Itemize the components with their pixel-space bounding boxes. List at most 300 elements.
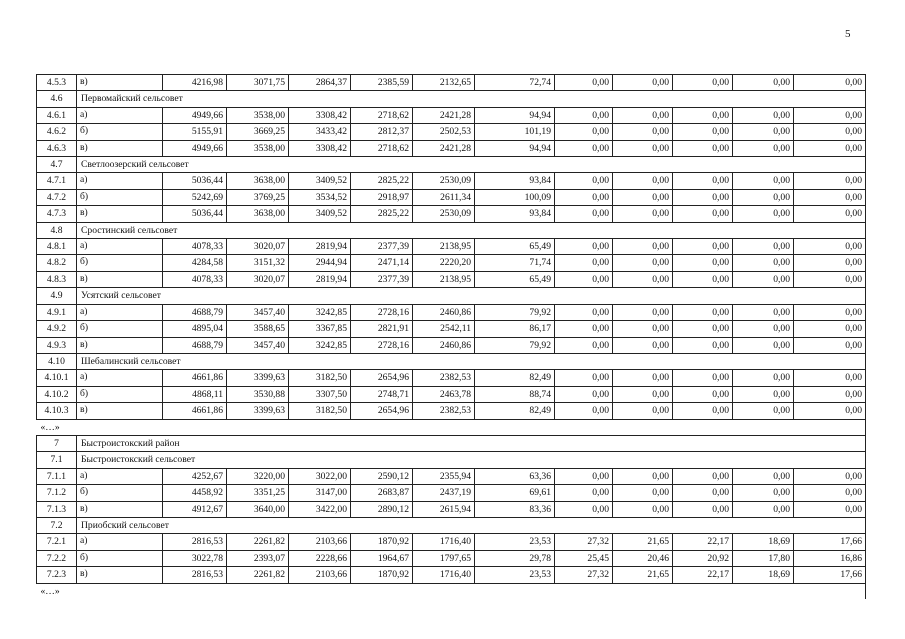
row-code: 4.8.1 xyxy=(37,239,77,255)
value-cell: 0,00 xyxy=(733,468,794,484)
value-cell: 4284,58 xyxy=(163,255,227,271)
value-cell: 0,00 xyxy=(794,337,866,353)
value-cell: 0,00 xyxy=(555,485,613,501)
row-type: в) xyxy=(77,271,163,287)
value-cell: 0,00 xyxy=(673,370,733,386)
value-cell: 0,00 xyxy=(733,124,794,140)
value-cell: 0,00 xyxy=(733,239,794,255)
value-cell: 2812,37 xyxy=(351,124,413,140)
row-type: а) xyxy=(77,468,163,484)
value-cell: 2825,22 xyxy=(351,173,413,189)
value-cell: 0,00 xyxy=(673,468,733,484)
value-cell: 3409,52 xyxy=(289,173,351,189)
value-cell: 3308,42 xyxy=(289,107,351,123)
value-cell: 82,49 xyxy=(475,403,555,419)
row-code: 7.1.2 xyxy=(37,485,77,501)
value-cell: 0,00 xyxy=(555,189,613,205)
value-cell: 0,00 xyxy=(673,75,733,91)
value-cell: 3220,00 xyxy=(227,468,289,484)
table-row xyxy=(37,567,866,583)
value-cell: 0,00 xyxy=(733,485,794,501)
value-cell: 25,45 xyxy=(555,550,613,566)
value-cell: 2530,09 xyxy=(413,206,475,222)
value-cell: 3182,50 xyxy=(289,370,351,386)
value-cell: 2385,59 xyxy=(351,75,413,91)
value-cell: 3242,85 xyxy=(289,304,351,320)
row-type: а) xyxy=(77,304,163,320)
value-cell: 0,00 xyxy=(794,189,866,205)
value-cell: 3020,07 xyxy=(227,271,289,287)
value-cell: 0,00 xyxy=(733,140,794,156)
table-row xyxy=(37,501,866,517)
value-cell: 3640,00 xyxy=(227,501,289,517)
omission-row xyxy=(37,419,866,435)
value-cell: 4895,04 xyxy=(163,321,227,337)
value-cell: 0,00 xyxy=(555,124,613,140)
value-cell: 2654,96 xyxy=(351,403,413,419)
value-cell: 3308,42 xyxy=(289,140,351,156)
value-cell: 3530,88 xyxy=(227,386,289,402)
value-cell: 0,00 xyxy=(794,124,866,140)
value-cell: 0,00 xyxy=(673,501,733,517)
value-cell: 22,17 xyxy=(673,534,733,550)
table-row xyxy=(37,173,866,189)
section-title: Первомайский сельсовет xyxy=(77,91,866,107)
row-code: 4.9.3 xyxy=(37,337,77,353)
value-cell: 2825,22 xyxy=(351,206,413,222)
section-code: 7.1 xyxy=(37,452,77,468)
section-title: Светлоозерский сельсовет xyxy=(77,157,866,173)
row-code: 4.6.1 xyxy=(37,107,77,123)
section-code: 4.7 xyxy=(37,157,77,173)
table-row xyxy=(37,321,866,337)
value-cell: 3409,52 xyxy=(289,206,351,222)
value-cell: 0,00 xyxy=(673,485,733,501)
value-cell: 2103,66 xyxy=(289,534,351,550)
value-cell: 3457,40 xyxy=(227,337,289,353)
section-code: 4.9 xyxy=(37,288,77,304)
value-cell: 4949,66 xyxy=(163,140,227,156)
value-cell: 83,36 xyxy=(475,501,555,517)
value-cell: 18,69 xyxy=(733,534,794,550)
value-cell: 0,00 xyxy=(673,403,733,419)
value-cell: 3769,25 xyxy=(227,189,289,205)
table-body xyxy=(37,75,866,600)
value-cell: 0,00 xyxy=(794,271,866,287)
value-cell: 0,00 xyxy=(794,140,866,156)
section-code: 4.6 xyxy=(37,91,77,107)
value-cell: 16,86 xyxy=(794,550,866,566)
section-heading-row xyxy=(37,435,866,451)
value-cell: 4458,92 xyxy=(163,485,227,501)
value-cell: 20,46 xyxy=(613,550,673,566)
table-row xyxy=(37,124,866,140)
value-cell: 3638,00 xyxy=(227,206,289,222)
value-cell: 0,00 xyxy=(613,304,673,320)
value-cell: 0,00 xyxy=(673,271,733,287)
value-cell: 3538,00 xyxy=(227,107,289,123)
value-cell: 2542,11 xyxy=(413,321,475,337)
value-cell: 3588,65 xyxy=(227,321,289,337)
value-cell: 2590,12 xyxy=(351,468,413,484)
value-cell: 82,49 xyxy=(475,370,555,386)
value-cell: 65,49 xyxy=(475,271,555,287)
value-cell: 4078,33 xyxy=(163,239,227,255)
row-type: б) xyxy=(77,485,163,501)
value-cell: 2460,86 xyxy=(413,304,475,320)
value-cell: 0,00 xyxy=(613,485,673,501)
row-code: 4.7.1 xyxy=(37,173,77,189)
value-cell: 21,65 xyxy=(613,567,673,583)
table-row xyxy=(37,271,866,287)
section-code: 7 xyxy=(37,435,77,451)
value-cell: 2718,62 xyxy=(351,107,413,123)
value-cell: 2377,39 xyxy=(351,239,413,255)
value-cell: 2819,94 xyxy=(289,239,351,255)
value-cell: 3307,50 xyxy=(289,386,351,402)
value-cell: 0,00 xyxy=(555,304,613,320)
value-cell: 0,00 xyxy=(673,321,733,337)
value-cell: 0,00 xyxy=(733,501,794,517)
table-row xyxy=(37,189,866,205)
value-cell: 0,00 xyxy=(673,173,733,189)
row-type: а) xyxy=(77,239,163,255)
row-code: 4.6.2 xyxy=(37,124,77,140)
value-cell: 0,00 xyxy=(555,386,613,402)
value-cell: 20,92 xyxy=(673,550,733,566)
value-cell: 2228,66 xyxy=(289,550,351,566)
value-cell: 2382,53 xyxy=(413,370,475,386)
value-cell: 2138,95 xyxy=(413,271,475,287)
value-cell: 0,00 xyxy=(673,124,733,140)
value-cell: 0,00 xyxy=(733,255,794,271)
value-cell: 69,61 xyxy=(475,485,555,501)
value-cell: 0,00 xyxy=(555,403,613,419)
omission-mark: «…» xyxy=(37,419,866,435)
value-cell: 2654,96 xyxy=(351,370,413,386)
value-cell: 2138,95 xyxy=(413,239,475,255)
value-cell: 2819,94 xyxy=(289,271,351,287)
value-cell: 0,00 xyxy=(613,386,673,402)
table-row xyxy=(37,206,866,222)
value-cell: 63,36 xyxy=(475,468,555,484)
table-row xyxy=(37,304,866,320)
value-cell: 0,00 xyxy=(794,173,866,189)
value-cell: 0,00 xyxy=(673,304,733,320)
value-cell: 65,49 xyxy=(475,239,555,255)
value-cell: 86,17 xyxy=(475,321,555,337)
value-cell: 2382,53 xyxy=(413,403,475,419)
value-cell: 2463,78 xyxy=(413,386,475,402)
value-cell: 5155,91 xyxy=(163,124,227,140)
value-cell: 94,94 xyxy=(475,140,555,156)
value-cell: 4661,86 xyxy=(163,370,227,386)
value-cell: 29,78 xyxy=(475,550,555,566)
row-type: б) xyxy=(77,386,163,402)
row-code: 4.6.3 xyxy=(37,140,77,156)
value-cell: 79,92 xyxy=(475,337,555,353)
value-cell: 1716,40 xyxy=(413,534,475,550)
value-cell: 3020,07 xyxy=(227,239,289,255)
value-cell: 3242,85 xyxy=(289,337,351,353)
value-cell: 100,09 xyxy=(475,189,555,205)
row-code: 7.2.1 xyxy=(37,534,77,550)
value-cell: 1964,67 xyxy=(351,550,413,566)
value-cell: 0,00 xyxy=(733,75,794,91)
value-cell: 0,00 xyxy=(673,386,733,402)
value-cell: 0,00 xyxy=(733,206,794,222)
value-cell: 0,00 xyxy=(673,140,733,156)
value-cell: 0,00 xyxy=(555,501,613,517)
table-row xyxy=(37,140,866,156)
section-heading-row xyxy=(37,517,866,533)
row-type: б) xyxy=(77,124,163,140)
value-cell: 0,00 xyxy=(794,255,866,271)
row-type: в) xyxy=(77,140,163,156)
table-row xyxy=(37,255,866,271)
value-cell: 17,66 xyxy=(794,534,866,550)
table-row xyxy=(37,75,866,91)
value-cell: 2393,07 xyxy=(227,550,289,566)
value-cell: 5036,44 xyxy=(163,206,227,222)
row-code: 7.1.1 xyxy=(37,468,77,484)
row-code: 7.2.2 xyxy=(37,550,77,566)
tariff-table xyxy=(36,74,866,599)
value-cell: 0,00 xyxy=(613,370,673,386)
section-title: Быстроистокский район xyxy=(77,435,866,451)
value-cell: 3367,85 xyxy=(289,321,351,337)
value-cell: 0,00 xyxy=(733,370,794,386)
value-cell: 0,00 xyxy=(673,255,733,271)
value-cell: 0,00 xyxy=(555,370,613,386)
value-cell: 17,80 xyxy=(733,550,794,566)
value-cell: 93,84 xyxy=(475,206,555,222)
value-cell: 0,00 xyxy=(555,206,613,222)
value-cell: 0,00 xyxy=(733,173,794,189)
value-cell: 3351,25 xyxy=(227,485,289,501)
value-cell: 4949,66 xyxy=(163,107,227,123)
row-type: б) xyxy=(77,255,163,271)
value-cell: 0,00 xyxy=(673,189,733,205)
row-code: 4.7.3 xyxy=(37,206,77,222)
row-code: 4.7.2 xyxy=(37,189,77,205)
value-cell: 93,84 xyxy=(475,173,555,189)
value-cell: 2611,34 xyxy=(413,189,475,205)
value-cell: 22,17 xyxy=(673,567,733,583)
value-cell: 4661,86 xyxy=(163,403,227,419)
value-cell: 5242,69 xyxy=(163,189,227,205)
value-cell: 0,00 xyxy=(555,173,613,189)
value-cell: 0,00 xyxy=(794,501,866,517)
value-cell: 0,00 xyxy=(613,255,673,271)
value-cell: 0,00 xyxy=(673,337,733,353)
row-type: б) xyxy=(77,321,163,337)
value-cell: 0,00 xyxy=(794,107,866,123)
value-cell: 4216,98 xyxy=(163,75,227,91)
value-cell: 27,32 xyxy=(555,567,613,583)
section-title: Сростинский сельсовет xyxy=(77,222,866,238)
omission-row xyxy=(37,583,866,599)
value-cell: 0,00 xyxy=(613,206,673,222)
value-cell: 3669,25 xyxy=(227,124,289,140)
value-cell: 0,00 xyxy=(733,337,794,353)
value-cell: 2821,91 xyxy=(351,321,413,337)
value-cell: 0,00 xyxy=(613,107,673,123)
value-cell: 2864,37 xyxy=(289,75,351,91)
value-cell: 0,00 xyxy=(794,206,866,222)
value-cell: 0,00 xyxy=(733,271,794,287)
value-cell: 2918,97 xyxy=(351,189,413,205)
value-cell: 2220,20 xyxy=(413,255,475,271)
section-heading-row xyxy=(37,91,866,107)
value-cell: 2728,16 xyxy=(351,304,413,320)
table-row xyxy=(37,107,866,123)
table-row xyxy=(37,386,866,402)
value-cell: 23,53 xyxy=(475,567,555,583)
section-title: Приобский сельсовет xyxy=(77,517,866,533)
value-cell: 0,00 xyxy=(794,370,866,386)
value-cell: 21,65 xyxy=(613,534,673,550)
row-code: 4.8.3 xyxy=(37,271,77,287)
value-cell: 18,69 xyxy=(733,567,794,583)
row-type: в) xyxy=(77,75,163,91)
value-cell: 2355,94 xyxy=(413,468,475,484)
value-cell: 4912,67 xyxy=(163,501,227,517)
value-cell: 71,74 xyxy=(475,255,555,271)
table-row xyxy=(37,370,866,386)
value-cell: 17,66 xyxy=(794,567,866,583)
table-row xyxy=(37,485,866,501)
value-cell: 2377,39 xyxy=(351,271,413,287)
value-cell: 2132,65 xyxy=(413,75,475,91)
value-cell: 0,00 xyxy=(733,321,794,337)
row-type: в) xyxy=(77,403,163,419)
row-type: в) xyxy=(77,567,163,583)
section-heading-row xyxy=(37,157,866,173)
row-type: а) xyxy=(77,370,163,386)
row-type: б) xyxy=(77,550,163,566)
value-cell: 2261,82 xyxy=(227,534,289,550)
value-cell: 0,00 xyxy=(673,206,733,222)
value-cell: 0,00 xyxy=(613,321,673,337)
section-title: Быстроистокский сельсовет xyxy=(77,452,866,468)
table-row xyxy=(37,468,866,484)
value-cell: 2890,12 xyxy=(351,501,413,517)
value-cell: 79,92 xyxy=(475,304,555,320)
value-cell: 0,00 xyxy=(613,75,673,91)
value-cell: 0,00 xyxy=(613,173,673,189)
table-row xyxy=(37,403,866,419)
row-code: 4.10.3 xyxy=(37,403,77,419)
value-cell: 0,00 xyxy=(794,386,866,402)
value-cell: 4688,79 xyxy=(163,337,227,353)
value-cell: 0,00 xyxy=(794,468,866,484)
row-code: 7.2.3 xyxy=(37,567,77,583)
value-cell: 3534,52 xyxy=(289,189,351,205)
row-type: а) xyxy=(77,173,163,189)
row-code: 4.9.2 xyxy=(37,321,77,337)
value-cell: 2748,71 xyxy=(351,386,413,402)
row-type: б) xyxy=(77,189,163,205)
value-cell: 0,00 xyxy=(794,304,866,320)
value-cell: 3433,42 xyxy=(289,124,351,140)
value-cell: 3638,00 xyxy=(227,173,289,189)
value-cell: 5036,44 xyxy=(163,173,227,189)
value-cell: 2421,28 xyxy=(413,107,475,123)
value-cell: 0,00 xyxy=(794,75,866,91)
table-row xyxy=(37,550,866,566)
value-cell: 2615,94 xyxy=(413,501,475,517)
value-cell: 2261,82 xyxy=(227,567,289,583)
value-cell: 0,00 xyxy=(673,107,733,123)
value-cell: 0,00 xyxy=(555,255,613,271)
value-cell: 0,00 xyxy=(555,239,613,255)
value-cell: 2421,28 xyxy=(413,140,475,156)
row-type: в) xyxy=(77,337,163,353)
value-cell: 94,94 xyxy=(475,107,555,123)
section-heading-row xyxy=(37,288,866,304)
value-cell: 0,00 xyxy=(555,337,613,353)
value-cell: 1797,65 xyxy=(413,550,475,566)
section-code: 7.2 xyxy=(37,517,77,533)
value-cell: 0,00 xyxy=(794,485,866,501)
value-cell: 2530,09 xyxy=(413,173,475,189)
value-cell: 3399,63 xyxy=(227,370,289,386)
value-cell: 2471,14 xyxy=(351,255,413,271)
row-code: 7.1.3 xyxy=(37,501,77,517)
value-cell: 23,53 xyxy=(475,534,555,550)
value-cell: 2944,94 xyxy=(289,255,351,271)
section-title: Шебалинский сельсовет xyxy=(77,353,866,369)
value-cell: 3022,78 xyxy=(163,550,227,566)
row-code: 4.9.1 xyxy=(37,304,77,320)
value-cell: 4688,79 xyxy=(163,304,227,320)
value-cell: 0,00 xyxy=(555,271,613,287)
value-cell: 0,00 xyxy=(555,140,613,156)
value-cell: 4868,11 xyxy=(163,386,227,402)
value-cell: 3147,00 xyxy=(289,485,351,501)
section-heading-row xyxy=(37,222,866,238)
value-cell: 0,00 xyxy=(613,403,673,419)
value-cell: 0,00 xyxy=(613,189,673,205)
value-cell: 0,00 xyxy=(613,239,673,255)
value-cell: 3422,00 xyxy=(289,501,351,517)
section-code: 4.10 xyxy=(37,353,77,369)
value-cell: 0,00 xyxy=(555,468,613,484)
row-code: 4.8.2 xyxy=(37,255,77,271)
value-cell: 2502,53 xyxy=(413,124,475,140)
value-cell: 101,19 xyxy=(475,124,555,140)
table-row xyxy=(37,337,866,353)
value-cell: 2460,86 xyxy=(413,337,475,353)
value-cell: 0,00 xyxy=(613,337,673,353)
value-cell: 0,00 xyxy=(794,403,866,419)
value-cell: 2718,62 xyxy=(351,140,413,156)
value-cell: 0,00 xyxy=(733,403,794,419)
value-cell: 0,00 xyxy=(733,189,794,205)
row-type: а) xyxy=(77,534,163,550)
row-type: в) xyxy=(77,206,163,222)
value-cell: 3399,63 xyxy=(227,403,289,419)
value-cell: 0,00 xyxy=(733,107,794,123)
omission-mark: «…» xyxy=(37,583,866,599)
row-type: а) xyxy=(77,107,163,123)
value-cell: 2816,53 xyxy=(163,567,227,583)
page-number: 5 xyxy=(845,28,851,40)
table-row xyxy=(37,239,866,255)
value-cell: 0,00 xyxy=(613,124,673,140)
value-cell: 0,00 xyxy=(555,321,613,337)
